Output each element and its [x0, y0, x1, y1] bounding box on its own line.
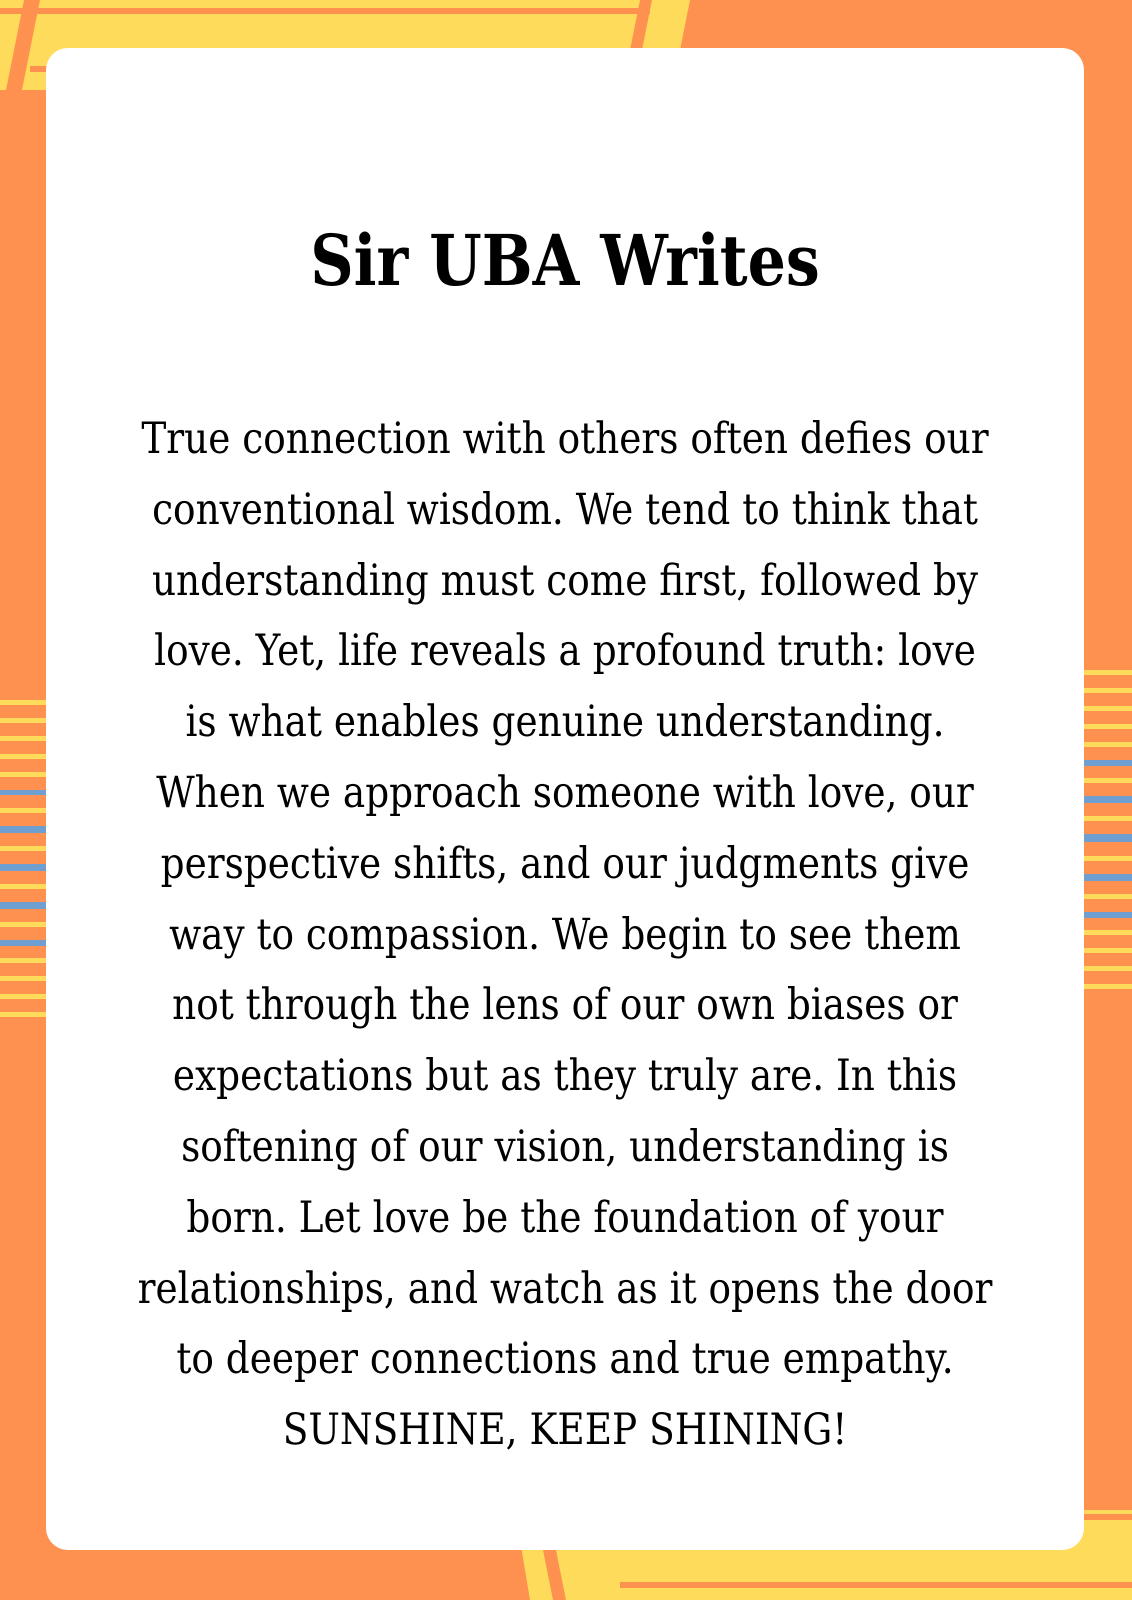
- quote-line: way to compassion. We begin to see them: [169, 909, 961, 960]
- quote-line: True connection with others often defies our: [141, 414, 989, 464]
- quote-line: to deeper connections and true empathy.: [176, 1334, 954, 1385]
- left-side-stripes: [0, 700, 46, 1017]
- page-title: Sir UBA Writes: [310, 219, 820, 302]
- quote-body: [46, 404, 1084, 1466]
- quote-line: expectations but as they truly are. In this: [172, 1051, 958, 1102]
- sign-off-line: SUNSHINE, KEEP SHINING!: [282, 1405, 848, 1456]
- quote-line: relationships, and watch as it opens the door: [137, 1263, 993, 1314]
- quote-line: conventional wisdom. We tend to think that: [152, 484, 978, 535]
- quote-line: understanding must come first, followed by: [151, 555, 979, 606]
- quote-line: not through the lens of our own biases or: [172, 980, 958, 1031]
- quote-line: is what enables genuine understanding.: [185, 697, 945, 748]
- right-side-stripes: [1084, 670, 1132, 989]
- quote-line: perspective shifts, and our judgments give: [160, 838, 970, 889]
- quote-line: born. Let love be the foundation of your: [186, 1192, 944, 1243]
- quote-line: When we approach someone with love, our: [156, 767, 974, 818]
- quote-line: softening of our vision, understanding is: [181, 1121, 949, 1172]
- quote-line: love. Yet, life reveals a profound truth: love: [154, 626, 976, 677]
- quote-card: [46, 48, 1084, 1550]
